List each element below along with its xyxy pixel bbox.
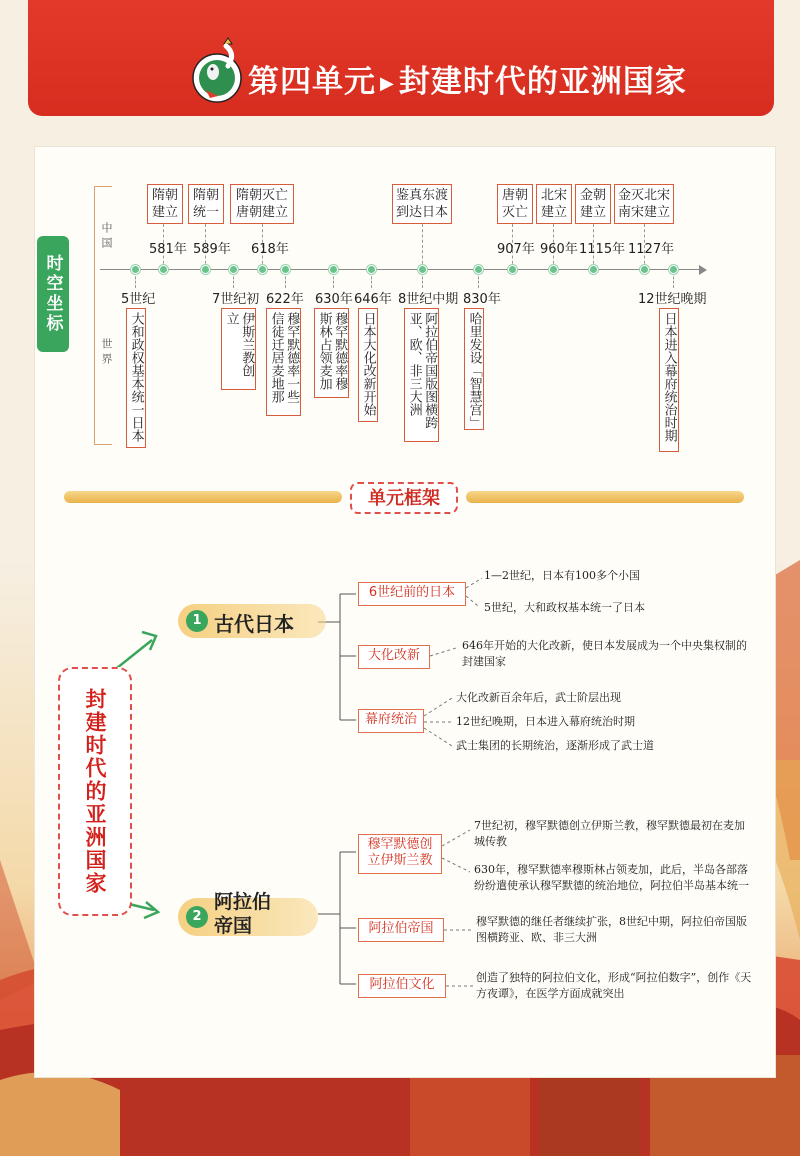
timeline-dot <box>229 265 238 274</box>
china-event-year: 907年 <box>497 242 535 257</box>
central-topic: 封建时代的亚洲国家 <box>58 667 132 916</box>
timeline-frame-bottom <box>94 444 112 445</box>
leaf-text: 12世纪晚期，日本进入幕府统治时期 <box>456 715 635 728</box>
unit-title <box>248 56 687 101</box>
sub-box-pre6-japan: 6世纪前的日本 <box>358 582 466 606</box>
timeline-frame <box>94 186 95 444</box>
leaf-text: 7世纪初，穆罕默德创立伊斯兰教，穆罕默德最初在麦加城传教 <box>474 819 745 848</box>
timeline-frame-top <box>94 186 112 187</box>
mascot-icon <box>188 36 246 104</box>
timeline-axis <box>100 269 700 270</box>
timeline-dot <box>508 265 517 274</box>
world-event-box: 日本进入幕府统治时期 <box>659 308 679 452</box>
world-event-year: 646年 <box>354 292 392 307</box>
timeline-dot <box>159 265 168 274</box>
world-tick-line <box>285 272 286 288</box>
unit-number: 第四单元 <box>248 64 376 100</box>
world-event-year: 8世纪中期 <box>398 292 459 307</box>
unit-header-banner <box>28 0 774 116</box>
china-event-year: 960年 <box>540 242 578 257</box>
world-event-year: 12世纪晚期 <box>638 292 707 307</box>
timeline-dot <box>669 265 678 274</box>
china-event-year: 589年 <box>193 242 231 257</box>
world-tick-line <box>333 272 334 288</box>
timeline-dot <box>589 265 598 274</box>
sub-box-shogunate: 幕府统治 <box>358 709 424 733</box>
row-label-world: 世界 <box>100 338 113 368</box>
china-tick-line <box>422 224 423 269</box>
china-event-year: 1115年 <box>579 242 626 257</box>
china-event-year: 581年 <box>149 242 187 257</box>
world-tick-line <box>673 272 674 288</box>
world-event-box: 穆罕默德率穆斯林占领麦加 <box>314 308 349 398</box>
timeline-dot <box>474 265 483 274</box>
leaf-text: 5世纪，大和政权基本统一了日本 <box>484 601 645 614</box>
separator-bar-right <box>466 491 744 503</box>
timeline-dot <box>131 265 140 274</box>
china-event-box: 鉴真东渡 到达日本 <box>392 184 452 224</box>
sub-box-arab-empire: 阿拉伯帝国 <box>358 918 444 942</box>
world-tick-line <box>422 272 423 288</box>
title-separator: ▶ <box>380 73 395 94</box>
timeline-dot <box>201 265 210 274</box>
separator-bar-left <box>64 491 342 503</box>
timeline-dot <box>418 265 427 274</box>
world-tick-line <box>478 272 479 288</box>
timeline-dot <box>367 265 376 274</box>
world-event-box: 大和政权基本统一日本 <box>126 308 146 448</box>
world-event-box: 穆罕默德率一些信徒迁居麦地那 <box>266 308 301 416</box>
branch-2-number: 2 <box>186 906 208 928</box>
leaf-text: 630年，穆罕默德率穆斯林占领麦加，此后，半岛各部落纷纷遣使承认穆罕默德的统治地位，阿拉伯半岛基本统一 <box>474 863 749 892</box>
row-label-china: 中国 <box>100 222 113 252</box>
leaf-text: 大化改新百余年后，武士阶层出现 <box>456 691 621 704</box>
china-event-box: 唐朝 灭亡 <box>497 184 533 224</box>
world-event-year: 630年 <box>315 292 353 307</box>
china-event-box: 隋朝灭亡 唐朝建立 <box>230 184 294 224</box>
branch-2-title: 阿拉伯 帝国 <box>214 891 272 937</box>
world-tick-line <box>233 272 234 288</box>
world-event-box: 日本大化改新开始 <box>358 308 378 422</box>
sub-box-islam-founding: 穆罕默德创立伊斯兰教 <box>358 834 442 874</box>
timeline-dot <box>640 265 649 274</box>
leaf-text: 646年开始的大化改新，使日本发展成为一个中央集权制的封建国家 <box>462 639 747 668</box>
unit-subtitle: 封建时代的亚洲国家 <box>398 64 687 100</box>
china-event-year: 1127年 <box>628 242 675 257</box>
world-event-year: 5世纪 <box>121 292 156 307</box>
china-event-box: 隋朝 统一 <box>188 184 224 224</box>
world-event-year: 830年 <box>463 292 501 307</box>
branch-1-number: 1 <box>186 610 208 632</box>
world-event-year: 622年 <box>266 292 304 307</box>
china-event-box: 金灭北宋 南宋建立 <box>614 184 674 224</box>
world-event-box: 伊斯兰教创立 <box>221 308 256 390</box>
china-event-year: 618年 <box>251 242 289 257</box>
timeline-arrow-icon <box>699 265 707 275</box>
china-event-box: 隋朝 建立 <box>147 184 183 224</box>
sub-box-arab-culture: 阿拉伯文化 <box>358 974 446 998</box>
world-tick-line <box>371 272 372 288</box>
world-event-box: 阿拉伯帝国版图横跨亚、欧、非三大洲 <box>404 308 439 442</box>
china-event-box: 金朝 建立 <box>575 184 611 224</box>
timeline-dot <box>258 265 267 274</box>
world-event-box: 哈里发设「智慧宫」 <box>464 308 484 430</box>
branch-1-title: 古代日本 <box>214 612 294 636</box>
timeline-tab: 时空坐标 <box>37 236 69 352</box>
leaf-text: 创造了独特的阿拉伯文化，形成“阿拉伯数字”，创作《天方夜谭》，在医学方面成就突出 <box>476 971 752 1000</box>
leaf-text: 穆罕默德的继任者继续扩张，8世纪中期，阿拉伯帝国版图横跨亚、欧、非三大洲 <box>476 915 747 944</box>
world-event-year: 7世纪初 <box>212 292 260 307</box>
framework-title: 单元框架 <box>350 482 458 514</box>
china-event-box: 北宋 建立 <box>536 184 572 224</box>
sub-box-taika-reform: 大化改新 <box>358 645 430 669</box>
timeline-dot <box>329 265 338 274</box>
world-tick-line <box>135 272 136 288</box>
leaf-text: 武士集团的长期统治，逐渐形成了武士道 <box>456 739 654 752</box>
timeline-dot <box>549 265 558 274</box>
timeline-dot <box>281 265 290 274</box>
leaf-text: 1—2世纪，日本有100多个小国 <box>484 569 640 582</box>
